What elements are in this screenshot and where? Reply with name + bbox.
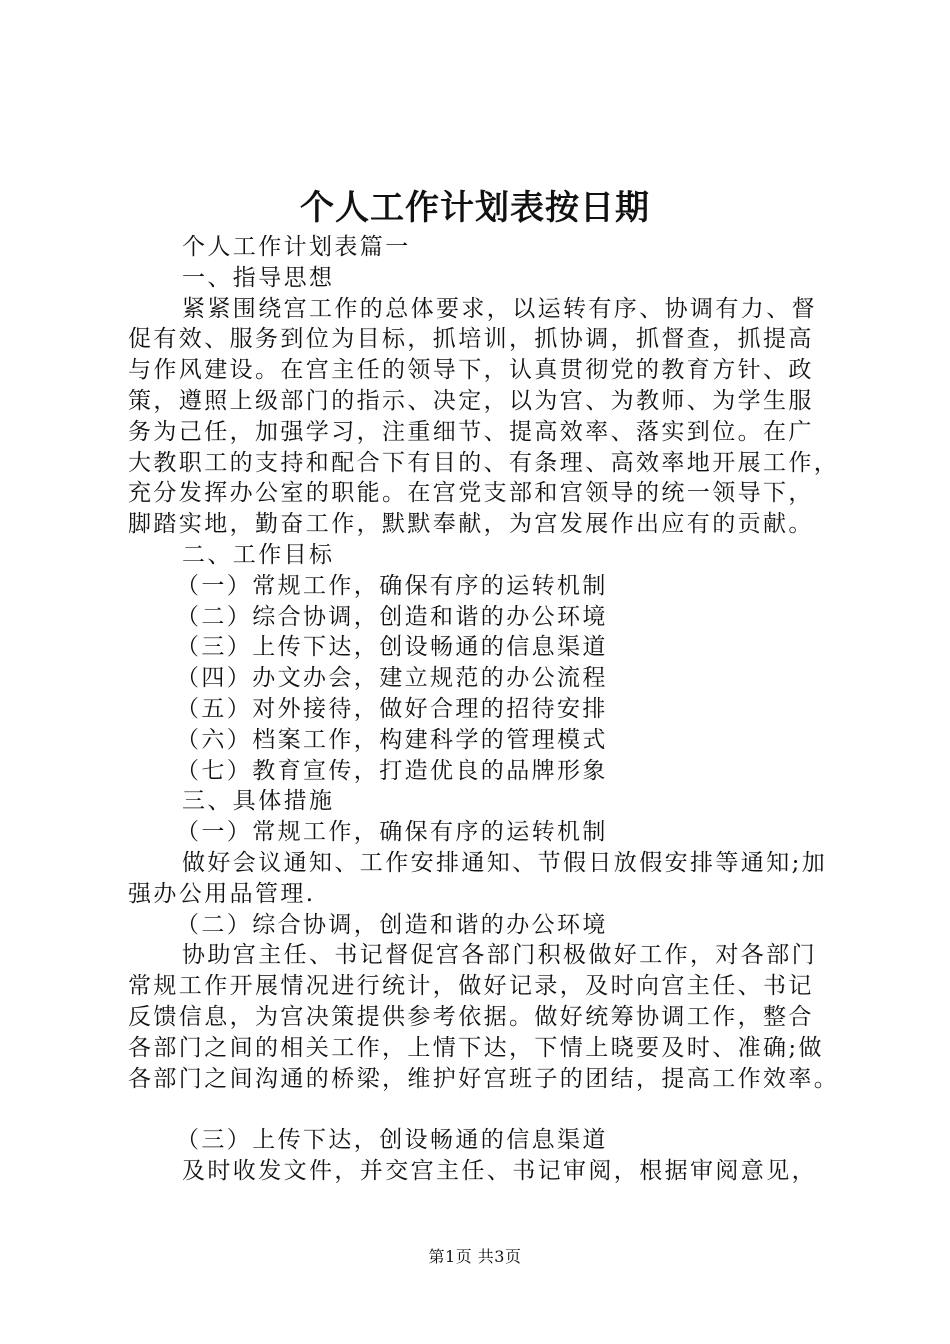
- paragraph-line: 反馈信息，为宫决策提供参考依据。做好统筹协调工作，整合: [128, 1003, 814, 1030]
- subsection-heading: （一）常规工作，确保有序的运转机制: [176, 819, 608, 846]
- paragraph-line: 各部门之间的相关工作，上情下达，下情上晓要及时、准确;做: [128, 1034, 824, 1061]
- paragraph-line: 策，遵照上级部门的指示、决定，以为宫、为教师、为学生服: [128, 387, 814, 414]
- paragraph-line: 与作风建设。在宫主任的领导下，认真贯彻党的教育方针、政: [128, 357, 814, 384]
- paragraph-line: 务为己任，加强学习，注重细节、提高效率、落实到位。在广: [128, 418, 814, 445]
- section-heading: 二、工作目标: [182, 541, 335, 568]
- paragraph-line: 协助宫主任、书记督促宫各部门积极做好工作，对各部门: [182, 942, 817, 969]
- paragraph-line: 紧紧围绕宫工作的总体要求，以运转有序、协调有力、督: [182, 295, 817, 322]
- list-item: （六）档案工作，构建科学的管理模式: [176, 726, 608, 753]
- list-item: （七）教育宣传，打造优良的品牌形象: [176, 757, 608, 784]
- list-item: （一）常规工作，确保有序的运转机制: [176, 572, 608, 599]
- document-body: [128, 232, 840, 1187]
- paragraph-line: 充分发挥办公室的职能。在宫党支部和宫领导的统一领导下，: [128, 480, 814, 507]
- paragraph-line: 大教职工的支持和配合下有目的、有条理、高效率地开展工作，: [128, 449, 840, 476]
- list-item: （三）上传下达，创设畅通的信息渠道: [176, 634, 608, 661]
- paragraph-line: 做好会议通知、工作安排通知、节假日放假安排等通知;加: [182, 849, 828, 876]
- page-footer: 第1页 共3页: [428, 1247, 522, 1266]
- paragraph-line: 常规工作开展情况进行统计，做好记录，及时向宫主任、书记: [128, 973, 814, 1000]
- subsection-heading: （二）综合协调，创造和谐的办公环境: [176, 911, 608, 938]
- paragraph-line: 及时收发文件，并交宫主任、书记审阅，根据审阅意见，: [182, 1157, 817, 1184]
- list-item: （四）办文办会，建立规范的办公流程: [176, 665, 608, 692]
- paragraph-line: 促有效、服务到位为目标，抓培训，抓协调，抓督查，抓提高: [128, 326, 814, 353]
- list-item: （五）对外接待，做好合理的招待安排: [176, 695, 608, 722]
- section-heading: 三、具体措施: [182, 788, 335, 815]
- paragraph-line: 各部门之间沟通的桥梁，维护好宫班子的团结，提高工作效率。: [128, 1065, 840, 1092]
- subsection-heading: （三）上传下达，创设畅通的信息渠道: [176, 1127, 608, 1154]
- paragraph-spacer: [128, 1094, 833, 1125]
- document-title: 个人工作计划表按日期: [300, 188, 650, 228]
- section-heading: 个人工作计划表篇一: [182, 234, 411, 260]
- list-item: （二）综合协调，创造和谐的办公环境: [176, 603, 608, 630]
- paragraph-line: 强办公用品管理.: [128, 880, 316, 907]
- paragraph-line: 脚踏实地，勤奋工作，默默奉献，为宫发展作出应有的贡献。: [128, 511, 814, 538]
- section-heading: 一、指导思想: [182, 264, 335, 291]
